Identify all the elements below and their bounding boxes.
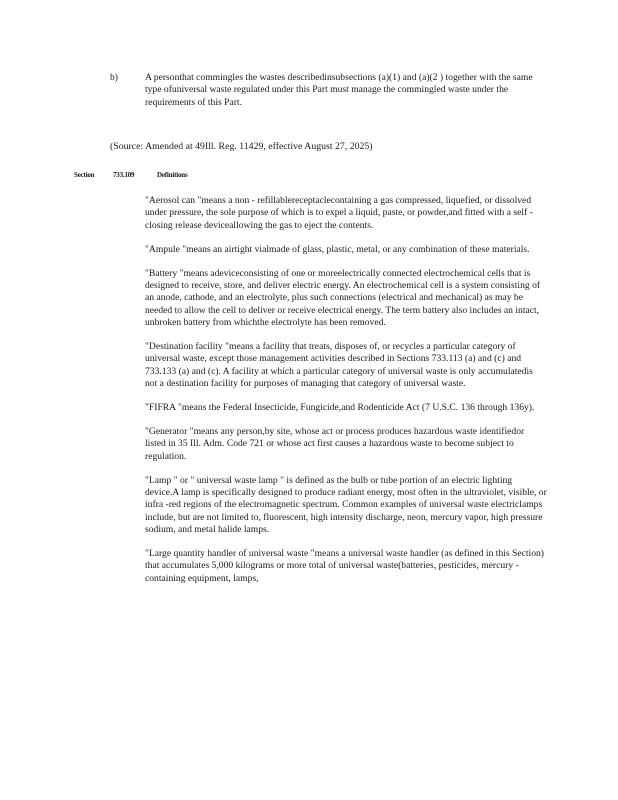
definition-fifra: "FIFRA "means the Federal Insecticide, Fungicide,and Rodenticide Act (7 U.S.C. 136 through 136y).	[145, 402, 535, 414]
definition-lamp: "Lamp " or " universal waste lamp " is defined as the bulb or tube portion of an electric lighting device.A lamp is specifically designed to produce radiant energy, most often in the ultraviolet, visible, or infra -red regions of the electromagnetic spectrum. Common examples of universal waste electriclamps include, but are not limited to, fluorescent, high intensity discharge, neon, mercury vapor, high pressure sodium, and metal halide lamps.	[145, 474, 547, 536]
definition-destination-facility: "Destination facility "means a facility that treats, disposes of, or recycles a particular category of universal waste, except those management activities described in Sections 733.113 (a) and (c) and 733.133 (a) and (c). A facility at which a particular category of universal waste is only accumulatedis not a destination facility for purposes of managing that category of universal waste.	[145, 341, 533, 389]
definition-aerosol-can: "Aerosol can "means a non - refillablereceptaclecontaining a gas compressed, liquefied, or dissolved under pressure, the sole purpose of which is to expel a liquid, paste, or powder,and fitted with a self - closing release deviceallowing the gas to eject the contents.	[145, 195, 533, 231]
section-number: 733.109	[113, 171, 135, 179]
definition-generator: "Generator "means any person,by site, whose act or process produces hazardous waste identifiedor listed in 35 Ill. Adm. Code 721 or whose act first causes a hazardous waste to become subject to regulation.	[145, 426, 525, 462]
item-b-text: A personthat commingles the wastes describedinsubsections (a)(1) and (a)(2 ) together with the same type ofuniversal waste regulated under this Part must manage the commingled waste under the requirements of this Part.	[145, 72, 533, 108]
definition-battery: "Battery "means adeviceconsisting of one or moreelectrically connected electrochemical cells that is designed to receive, store, and deliver electric energy. An electrochemical cell is a system consisting of an anode, cathode, and an electrolyte, plus such connections (electrical and mechanical) as may be needed to allow the cell to deliver or receive electrical energy. The term battery also includes an intact, unbroken battery from whichthe electrolyte has been removed.	[145, 267, 541, 328]
definition-large-quantity-handler: "Large quantity handler of universal waste "means a universal waste handler (as defined in this Section) that accumulates 5,000 kilograms or more total of universal waste(batteries, pesticides, mercury - containing equipment, lamps,	[145, 548, 545, 584]
definitions-list	[145, 195, 547, 597]
section-label: Section	[74, 171, 95, 179]
item-b-label: b)	[110, 72, 118, 83]
definition-ampule: "Ampule "means an airtight vialmade of glass, plastic, metal, or any combination of these materials.	[145, 243, 530, 255]
section-title: Definitions	[157, 171, 188, 179]
source-note: (Source: Amended at 49Ill. Reg. 11429, effective August 27, 2025)	[110, 141, 373, 152]
